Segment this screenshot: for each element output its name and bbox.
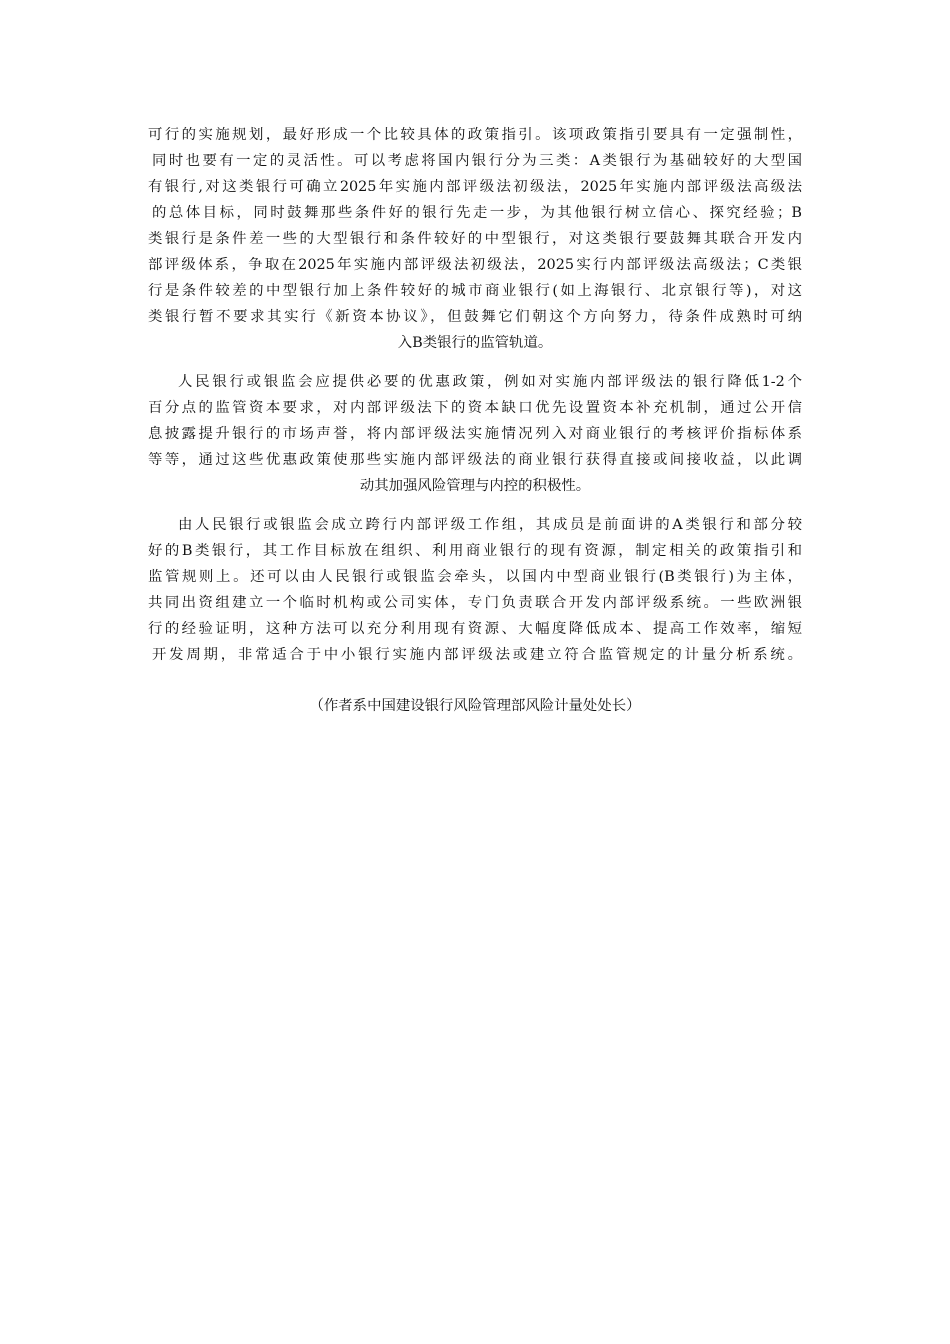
text-line: 行的经验证明，这种方法可以充分利用现有资源、大幅度降低成本、提高工作效率，缩短: [148, 621, 802, 637]
text-line: 可行的实施规划，最好形成一个比较具体的政策指引。该项政策指引要具有一定强制性，: [148, 127, 802, 143]
paragraph-3: [148, 512, 802, 668]
text-line: 由人民银行或银监会成立跨行内部评级工作组，其成员是前面讲的A类银行和部分较: [178, 517, 802, 533]
text-line: 开发周期，非常适合于中小银行实施内部评级法或建立符合监管规定的计量分析系统。: [152, 647, 802, 663]
text-line: 人民银行或银监会应提供必要的优惠政策，例如对实施内部评级法的银行降低1-2个: [178, 374, 802, 390]
text-line: 入B类银行的监管轨道。: [397, 335, 553, 351]
text-line: 部评级体系，争取在2025年实施内部评级法初级法，2025实行内部评级法高级法；C类银: [148, 257, 802, 273]
author-note: （作者系中国建设银行风险管理部风险计量处处长）: [309, 698, 641, 714]
paragraph-1: [148, 122, 802, 356]
text-line: 等等，通过这些优惠政策使那些实施内部评级法的商业银行获得直接或间接收益，以此调: [148, 452, 802, 468]
text-line: 动其加强风险管理与内控的积极性。: [359, 478, 591, 494]
text-line: 息披露提升银行的市场声誉，将内部评级法实施情况列入对商业银行的考核评价指标体系: [148, 426, 802, 442]
text-line: 同时也要有一定的灵活性。可以考虑将国内银行分为三类：A类银行为基础较好的大型国: [152, 153, 802, 169]
text-line: 共同出资组建立一个临时机构或公司实体，专门负责联合开发内部评级系统。一些欧洲银: [148, 595, 802, 611]
text-line: 好的B类银行，其工作目标放在组织、利用商业银行的现有资源，制定相关的政策指引和: [148, 543, 802, 559]
text-line: 监管规则上。还可以由人民银行或银监会牵头，以国内中型商业银行(B类银行)为主体，: [148, 569, 802, 585]
paragraph-2: [148, 369, 802, 499]
text-line: 行是条件较差的中型银行加上条件较好的城市商业银行(如上海银行、北京银行等)，对这: [148, 283, 802, 299]
text-line: 有银行,对这类银行可确立2025年实施内部评级法初级法，2025年实施内部评级法高级法: [148, 179, 802, 195]
text-line: 类银行是条件差一些的大型银行和条件较好的中型银行，对这类银行要鼓舞其联合开发内: [148, 231, 802, 247]
text-line: 百分点的监管资本要求，对内部评级法下的资本缺口优先设置资本补充机制，通过公开信: [148, 400, 802, 416]
text-line: 类银行暂不要求其实行《新资本协议》，但鼓舞它们朝这个方向努力，待条件成熟时可纳: [148, 309, 802, 325]
text-line: 的总体目标，同时鼓舞那些条件好的银行先走一步，为其他银行树立信心、探究经验；B: [152, 205, 802, 221]
